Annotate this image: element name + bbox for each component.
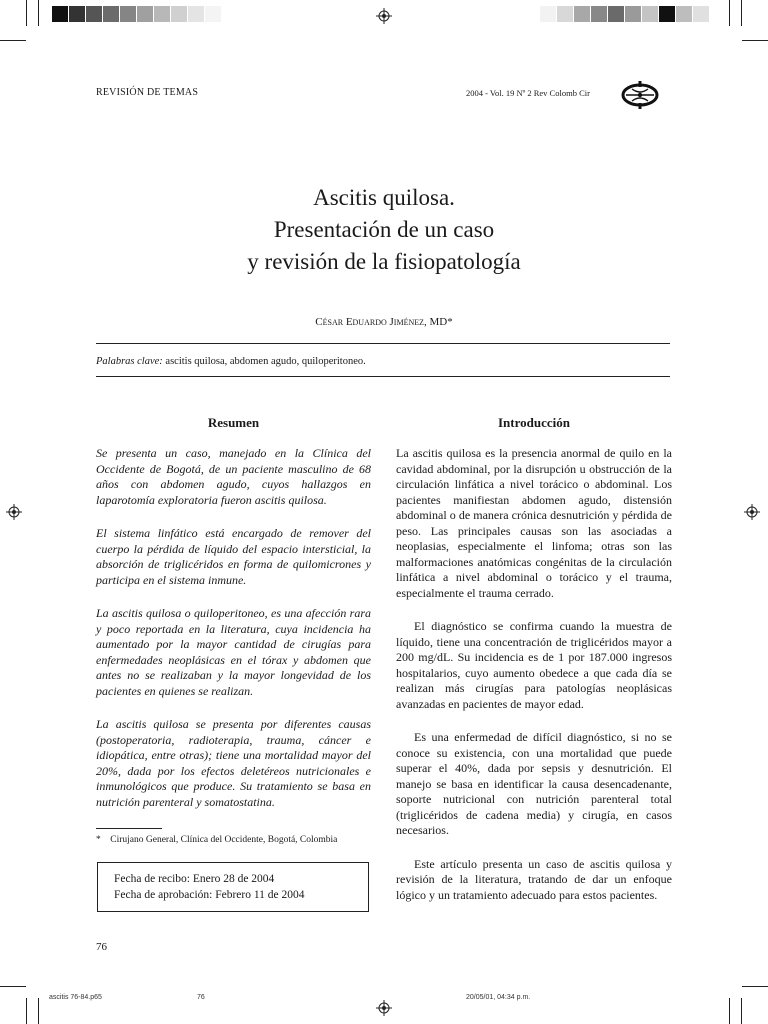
calibration-swatch [625,6,642,22]
footnote-rule [96,828,162,829]
resumen-paragraph: Se presenta un caso, manejado en la Clínica del Occidente de Bogotá, de un paciente masculino de 68 años con abdomen agudo, cuyos hallazgos en laparotomía exploratoria fueron ascitis quilosa. [96,446,371,507]
section-label: REVISIÓN DE TEMAS [96,87,199,98]
keywords-label: Palabras clave: [96,356,163,367]
calibration-swatch [52,6,69,22]
crop-mark [741,0,742,26]
calibration-swatch [608,6,625,22]
calibration-swatch [676,6,693,22]
calibration-swatch [693,6,710,22]
introduccion-heading: Introducción [498,415,570,430]
calibration-swatch [642,6,659,22]
crop-mark [26,0,27,26]
calibration-swatch [591,6,608,22]
received-date: Fecha de recibo: Enero 28 de 2004 [114,873,275,885]
calibration-swatch [171,6,188,22]
crop-mark [741,998,742,1024]
author-suffix: , MD* [424,316,453,328]
introduccion-paragraph: El diagnóstico se confirma cuando la muestra de líquido, tiene una concentración de triglicéridos mayor a 200 mg/dL. Su incidencia es de 1 por 187.000 ingresos hospitalarios, cuyo aumento obedece a que cada día se realizan más cirugías para patologías neoplásicas avanzadas en pacientes de mayor edad. [396,619,672,711]
resumen-paragraph: El sistema linfático está encargado de remover del cuerpo la pérdida de líquido del espacio intersticial, la absorción de triglicéridos en forma de quilomicrones y participa en el sistema inmune. [96,526,371,587]
crop-mark [729,0,730,26]
crop-mark [0,40,26,41]
gray-calibration-bar-right [540,6,710,22]
crop-mark [38,998,39,1024]
resumen-paragraph: La ascitis quilosa o quiloperitoneo, es una afección rara y poco reportada en la literatura, cuya incidencia ha aumentado por la mayor cantidad de cirugías para enfermedades neoplásicas en el tórax y abdomen que antes no se realizaban y la mayor longevidad de los pacientes en quienes se realizan. [96,606,371,698]
crop-mark [26,998,27,1024]
crop-mark [742,986,768,987]
crop-mark [0,986,26,987]
slug-filename: ascitis 76-84.p65 [49,994,102,1001]
crop-mark [38,0,39,26]
title-line: Ascitis quilosa. [313,185,455,210]
page-number: 76 [96,941,107,953]
calibration-swatch [188,6,205,22]
resumen-body [96,446,371,828]
calibration-swatch [574,6,591,22]
slug-timestamp: 20/05/01, 04:34 p.m. [466,994,531,1001]
approved-date: Fecha de aprobación: Febrero 11 de 2004 [114,889,305,901]
registration-target-icon [744,504,760,520]
calibration-swatch [540,6,557,22]
registration-target-icon [376,1000,392,1016]
author-family-name: Eduardo Jiménez [345,316,424,328]
calibration-swatch [659,6,676,22]
calibration-swatch [154,6,171,22]
title-line: y revisión de la fisiopatología [247,249,521,274]
registration-target-icon [6,504,22,520]
keywords-text: ascitis quilosa, abdomen agudo, quiloperitoneo. [162,356,366,367]
introduccion-paragraph: Este artículo presenta un caso de ascitis quilosa y revisión de la literatura, tratando de dar un enfoque lógico y un tratamiento adecuado para estos pacientes. [396,856,672,902]
resumen-heading: Resumen [207,415,260,430]
resumen-paragraph: La ascitis quilosa se presenta por diferentes causas (postoperatoria, radioterapia, trauma, cáncer e idiopática, entre otras); tiene una mortalidad mayor del 20%, dada por los efectos deletéreos nutricionales e inmunológicos que produce. Su tratamiento se basa en nutrición parenteral y somatostatina. [96,717,371,809]
article-title [0,182,768,278]
registration-target-icon [376,8,392,24]
introduccion-body [396,446,672,921]
calibration-swatch [86,6,103,22]
calibration-swatch [120,6,137,22]
journal-reference: 2004 - Vol. 19 Nº 2 Rev Colomb Cir [466,88,590,98]
calibration-swatch [103,6,120,22]
author-line [0,316,768,328]
title-line: Presentación de un caso [273,217,495,242]
calibration-swatch [557,6,574,22]
keywords [96,356,366,367]
slug-page: 76 [197,994,205,1001]
author-given-name: César [315,316,344,328]
calibration-swatch [137,6,154,22]
dates-box [97,862,369,912]
calibration-swatch [205,6,222,22]
introduccion-paragraph: La ascitis quilosa es la presencia anormal de quilo en la cavidad abdominal, por la disrupción u obstrucción de la circulación linfática a nivel torácico o abdominal. Los pacientes manifiestan abdomen agudo, distensión abdominal o de manera crónica desnutrición y pérdida de peso. Las principales causas son las asociadas a neoplasias, especialmente el linfoma; otras son las malformaciones anatómicas congénitas de la circulación linfática a nivel abdominal o torácico y el trauma, especialmente el trauma cerrado. [396,446,672,600]
gray-calibration-bar-left [52,6,222,22]
introduccion-paragraph: Es una enfermedad de difícil diagnóstico, si no se conoce su existencia, con una mortalidad que puede superar el 40%, dada por sepsis y desnutrición. El manejo se basa en identificar la causa desencadenante, soporte nutricional con nutrición parenteral total (triglicéridos de cadena media) y cirugía, en casos necesarios. [396,730,672,837]
rule-bottom [96,376,670,377]
journal-logo-icon [620,77,660,113]
crop-mark [729,998,730,1024]
calibration-swatch [69,6,86,22]
author-footnote: * Cirujano General, Clínica del Occidente, Bogotá, Colombia [96,835,338,845]
rule-top [96,343,670,344]
crop-mark [742,40,768,41]
